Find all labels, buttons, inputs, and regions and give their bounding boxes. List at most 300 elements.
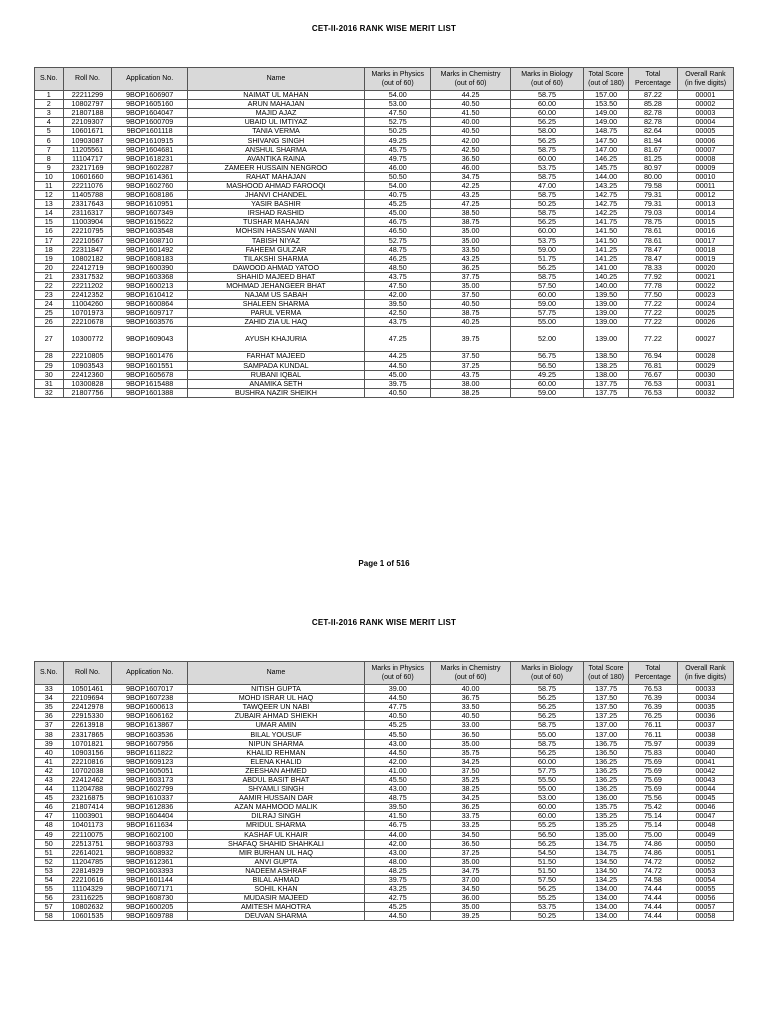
cell-overall-rank: 00038 [677, 730, 733, 739]
cell-overall-rank: 00005 [677, 127, 733, 136]
table-row [35, 191, 734, 200]
cell-name: ZUBAIR AHMAD SHIEKH [187, 712, 364, 721]
cell-application-no: 9BOP1610412 [112, 291, 187, 300]
cell-biology-marks: 56.25 [510, 712, 583, 721]
cell-biology-marks: 55.00 [510, 318, 583, 327]
cell-roll-no: 10501461 [63, 685, 112, 694]
cell-biology-marks: 57.75 [510, 309, 583, 318]
cell-chemistry-marks: 33.00 [431, 721, 510, 730]
table-row [35, 163, 734, 172]
table-row [35, 703, 734, 712]
cell-overall-rank: 00051 [677, 848, 733, 857]
table-row [35, 766, 734, 775]
cell-chemistry-marks: 38.25 [431, 388, 510, 397]
cell-sno: 41 [35, 757, 64, 766]
cell-biology-marks: 55.00 [510, 730, 583, 739]
cell-total-percentage: 81.67 [628, 145, 677, 154]
cell-chemistry-marks: 40.50 [431, 127, 510, 136]
cell-total-score: 139.00 [584, 300, 629, 309]
cell-total-percentage: 77.22 [628, 300, 677, 309]
cell-total-percentage: 75.69 [628, 757, 677, 766]
cell-biology-marks: 60.00 [510, 227, 583, 236]
table-row [35, 803, 734, 812]
cell-total-score: 149.00 [584, 109, 629, 118]
cell-biology-marks: 56.25 [510, 703, 583, 712]
column-header-biology-marks [510, 662, 583, 685]
cell-sno: 46 [35, 803, 64, 812]
cell-physics-marks: 52.75 [365, 236, 431, 245]
cell-total-score: 141.00 [584, 263, 629, 272]
cell-name: MOHD ISRAR UL HAQ [187, 694, 364, 703]
cell-biology-marks: 57.75 [510, 766, 583, 775]
table-row [35, 209, 734, 218]
cell-biology-marks: 59.00 [510, 300, 583, 309]
cell-roll-no: 11104717 [63, 154, 112, 163]
cell-chemistry-marks: 35.00 [431, 236, 510, 245]
cell-total-percentage: 74.72 [628, 857, 677, 866]
cell-biology-marks: 58.75 [510, 172, 583, 181]
cell-total-percentage: 75.69 [628, 766, 677, 775]
cell-total-score: 137.00 [584, 721, 629, 730]
cell-roll-no: 10601671 [63, 127, 112, 136]
table-row [35, 154, 734, 163]
cell-overall-rank: 00019 [677, 254, 733, 263]
cell-biology-marks: 56.25 [510, 218, 583, 227]
cell-application-no: 9BOP1602287 [112, 163, 187, 172]
cell-sno: 38 [35, 730, 64, 739]
cell-name: BUSHRA NAZIR SHEIKH [187, 388, 364, 397]
cell-total-score: 138.50 [584, 352, 629, 361]
cell-application-no: 9BOP1607171 [112, 885, 187, 894]
column-header-text: Overall Rank [685, 70, 726, 78]
cell-roll-no: 22210795 [63, 227, 112, 236]
cell-name: ANSHUL SHARMA [187, 145, 364, 154]
cell-application-no: 9BOP1603393 [112, 866, 187, 875]
cell-physics-marks: 39.50 [365, 300, 431, 309]
cell-chemistry-marks: 36.00 [431, 894, 510, 903]
cell-total-percentage: 75.14 [628, 821, 677, 830]
cell-physics-marks: 45.50 [365, 730, 431, 739]
cell-name: JHANVI CHANDEL [187, 191, 364, 200]
cell-total-score: 137.75 [584, 388, 629, 397]
cell-application-no: 9BOP1603173 [112, 775, 187, 784]
column-header-text: Percentage [635, 674, 671, 681]
cell-physics-marks: 39.50 [365, 803, 431, 812]
table-row [35, 903, 734, 912]
table-row [35, 281, 734, 290]
cell-sno: 28 [35, 352, 64, 361]
cell-overall-rank: 00009 [677, 163, 733, 172]
cell-overall-rank: 00027 [677, 327, 733, 352]
cell-total-score: 153.50 [584, 100, 629, 109]
cell-total-score: 134.00 [584, 903, 629, 912]
cell-application-no: 9BOP1611822 [112, 748, 187, 757]
cell-name: TAWQEER UN NABI [187, 703, 364, 712]
cell-sno: 15 [35, 218, 64, 227]
cell-name: SAMPADA KUNDAL [187, 361, 364, 370]
cell-application-no: 9BOP1609717 [112, 309, 187, 318]
cell-physics-marks: 47.50 [365, 109, 431, 118]
cell-physics-marks: 52.75 [365, 118, 431, 127]
column-header-text: (in five digits) [684, 80, 727, 87]
cell-total-percentage: 76.94 [628, 352, 677, 361]
cell-physics-marks: 42.00 [365, 757, 431, 766]
cell-physics-marks: 50.25 [365, 127, 431, 136]
table-row [35, 730, 734, 739]
cell-biology-marks: 58.75 [510, 721, 583, 730]
cell-total-score: 139.00 [584, 327, 629, 352]
cell-name: ZEESHAN AHMED [187, 766, 364, 775]
cell-physics-marks: 46.75 [365, 821, 431, 830]
table-header-row [35, 68, 734, 91]
cell-application-no: 9BOP1608932 [112, 848, 187, 857]
cell-overall-rank: 00046 [677, 803, 733, 812]
table-row [35, 172, 734, 181]
cell-overall-rank: 00045 [677, 794, 733, 803]
cell-physics-marks: 45.25 [365, 721, 431, 730]
cell-sno: 25 [35, 309, 64, 318]
cell-total-percentage: 79.03 [628, 209, 677, 218]
cell-name: FARHAT MAJEED [187, 352, 364, 361]
cell-overall-rank: 00039 [677, 739, 733, 748]
cell-total-score: 134.75 [584, 848, 629, 857]
cell-roll-no: 22211202 [63, 281, 112, 290]
table-row [35, 327, 734, 352]
cell-roll-no: 10802632 [63, 903, 112, 912]
cell-total-percentage: 74.44 [628, 903, 677, 912]
cell-roll-no: 22211076 [63, 181, 112, 190]
cell-biology-marks: 58.75 [510, 739, 583, 748]
table-row [35, 875, 734, 884]
cell-chemistry-marks: 33.50 [431, 245, 510, 254]
table-row [35, 785, 734, 794]
cell-chemistry-marks: 36.25 [431, 803, 510, 812]
cell-total-percentage: 74.44 [628, 894, 677, 903]
cell-sno: 16 [35, 227, 64, 236]
cell-total-percentage: 74.86 [628, 848, 677, 857]
cell-roll-no: 23317643 [63, 200, 112, 209]
column-header-total-score [584, 68, 629, 91]
cell-sno: 10 [35, 172, 64, 181]
cell-application-no: 9BOP1604681 [112, 145, 187, 154]
cell-sno: 45 [35, 794, 64, 803]
cell-chemistry-marks: 39.25 [431, 912, 510, 921]
cell-sno: 4 [35, 118, 64, 127]
cell-physics-marks: 45.50 [365, 775, 431, 784]
cell-physics-marks: 43.00 [365, 848, 431, 857]
column-header-text: (out of 60) [531, 80, 563, 87]
cell-overall-rank: 00041 [677, 757, 733, 766]
cell-biology-marks: 55.50 [510, 775, 583, 784]
cell-application-no: 9BOP1610915 [112, 136, 187, 145]
column-header-text: Total Score [588, 664, 624, 672]
table-row [35, 100, 734, 109]
cell-overall-rank: 00018 [677, 245, 733, 254]
cell-roll-no: 22210678 [63, 318, 112, 327]
cell-physics-marks: 48.75 [365, 245, 431, 254]
cell-physics-marks: 44.50 [365, 361, 431, 370]
table-row [35, 894, 734, 903]
cell-sno: 49 [35, 830, 64, 839]
cell-sno: 47 [35, 812, 64, 821]
cell-overall-rank: 00032 [677, 388, 733, 397]
cell-chemistry-marks: 37.50 [431, 352, 510, 361]
cell-total-percentage: 76.39 [628, 703, 677, 712]
cell-total-score: 139.00 [584, 309, 629, 318]
cell-total-percentage: 82.64 [628, 127, 677, 136]
cell-application-no: 9BOP1607349 [112, 209, 187, 218]
cell-application-no: 9BOP1614361 [112, 172, 187, 181]
cell-total-score: 139.50 [584, 291, 629, 300]
cell-total-percentage: 79.58 [628, 181, 677, 190]
cell-total-score: 140.00 [584, 281, 629, 290]
table-row [35, 300, 734, 309]
cell-overall-rank: 00033 [677, 685, 733, 694]
cell-overall-rank: 00029 [677, 361, 733, 370]
table-row [35, 91, 734, 100]
cell-total-score: 139.00 [584, 318, 629, 327]
column-header-text: Total Score [588, 70, 624, 78]
cell-chemistry-marks: 40.00 [431, 118, 510, 127]
cell-physics-marks: 39.75 [365, 875, 431, 884]
cell-roll-no: 22412719 [63, 263, 112, 272]
cell-biology-marks: 57.50 [510, 281, 583, 290]
cell-overall-rank: 00057 [677, 903, 733, 912]
column-header-sno [35, 68, 64, 91]
cell-application-no: 9BOP1602799 [112, 785, 187, 794]
column-header-text: Overall Rank [685, 664, 726, 672]
cell-chemistry-marks: 42.25 [431, 181, 510, 190]
cell-physics-marks: 43.75 [365, 318, 431, 327]
table-row [35, 118, 734, 127]
cell-roll-no: 22613918 [63, 721, 112, 730]
cell-overall-rank: 00036 [677, 712, 733, 721]
cell-sno: 29 [35, 361, 64, 370]
cell-physics-marks: 40.50 [365, 388, 431, 397]
cell-application-no: 9BOP1615488 [112, 379, 187, 388]
column-header-overall-rank [677, 68, 733, 91]
column-header-text: (out of 60) [381, 80, 414, 87]
cell-chemistry-marks: 35.00 [431, 281, 510, 290]
cell-sno: 36 [35, 712, 64, 721]
cell-name: BILAL YOUSUF [187, 730, 364, 739]
table-row [35, 318, 734, 327]
cell-overall-rank: 00010 [677, 172, 733, 181]
cell-physics-marks: 45.00 [365, 370, 431, 379]
cell-biology-marks: 56.25 [510, 136, 583, 145]
cell-physics-marks: 48.25 [365, 866, 431, 875]
table-row [35, 309, 734, 318]
column-header-text: (in five digits) [684, 674, 727, 681]
cell-total-percentage: 76.11 [628, 721, 677, 730]
cell-biology-marks: 60.00 [510, 154, 583, 163]
cell-total-score: 136.25 [584, 775, 629, 784]
cell-total-score: 141.50 [584, 236, 629, 245]
cell-total-percentage: 80.97 [628, 163, 677, 172]
cell-total-percentage: 82.78 [628, 109, 677, 118]
cell-sno: 7 [35, 145, 64, 154]
cell-total-score: 144.00 [584, 172, 629, 181]
cell-application-no: 9BOP1602100 [112, 830, 187, 839]
column-header-physics-marks [365, 662, 431, 685]
cell-overall-rank: 00031 [677, 379, 733, 388]
cell-overall-rank: 00034 [677, 694, 733, 703]
column-header-text: (out of 60) [454, 674, 487, 681]
cell-total-score: 137.75 [584, 379, 629, 388]
cell-application-no: 9BOP1612361 [112, 857, 187, 866]
cell-physics-marks: 48.50 [365, 263, 431, 272]
cell-total-percentage: 76.67 [628, 370, 677, 379]
cell-sno: 55 [35, 885, 64, 894]
column-header-text: Application No. [126, 669, 174, 677]
column-header-text: (out of 60) [381, 674, 414, 681]
cell-physics-marks: 41.50 [365, 812, 431, 821]
cell-chemistry-marks: 40.50 [431, 712, 510, 721]
cell-biology-marks: 58.75 [510, 685, 583, 694]
cell-total-score: 141.75 [584, 218, 629, 227]
cell-biology-marks: 53.75 [510, 903, 583, 912]
column-header-text: Name [266, 75, 286, 83]
page-title: CET-II-2016 RANK WISE MERIT LIST [311, 24, 457, 33]
cell-application-no: 9BOP1612836 [112, 803, 187, 812]
cell-overall-rank: 00043 [677, 775, 733, 784]
cell-total-score: 138.00 [584, 370, 629, 379]
cell-roll-no: 21807756 [63, 388, 112, 397]
cell-chemistry-marks: 36.50 [431, 154, 510, 163]
cell-chemistry-marks: 36.50 [431, 839, 510, 848]
cell-total-score: 134.50 [584, 866, 629, 875]
cell-name: KASHAF UL KHAIR [187, 830, 364, 839]
cell-physics-marks: 42.75 [365, 894, 431, 903]
table-row [35, 145, 734, 154]
cell-overall-rank: 00055 [677, 885, 733, 894]
cell-roll-no: 23317865 [63, 730, 112, 739]
cell-biology-marks: 60.00 [510, 379, 583, 388]
cell-biology-marks: 55.25 [510, 894, 583, 903]
cell-total-score: 135.75 [584, 803, 629, 812]
cell-total-score: 137.00 [584, 730, 629, 739]
cell-application-no: 9BOP1607238 [112, 694, 187, 703]
cell-physics-marks: 44.50 [365, 694, 431, 703]
cell-physics-marks: 45.75 [365, 145, 431, 154]
cell-chemistry-marks: 38.75 [431, 218, 510, 227]
cell-total-percentage: 74.72 [628, 866, 677, 875]
column-header-text: Marks in Biology [521, 70, 573, 78]
cell-chemistry-marks: 37.00 [431, 875, 510, 884]
column-header-text: Marks in Physics [371, 70, 424, 78]
column-header-application-no [112, 68, 187, 91]
cell-chemistry-marks: 33.50 [431, 703, 510, 712]
cell-physics-marks: 48.00 [365, 857, 431, 866]
cell-total-score: 137.50 [584, 694, 629, 703]
cell-chemistry-marks: 40.50 [431, 100, 510, 109]
cell-application-no: 9BOP1608186 [112, 191, 187, 200]
column-header-roll-no [63, 662, 112, 685]
cell-total-percentage: 76.81 [628, 361, 677, 370]
cell-overall-rank: 00004 [677, 118, 733, 127]
table-row [35, 685, 734, 694]
cell-roll-no: 22412360 [63, 370, 112, 379]
cell-sno: 1 [35, 91, 64, 100]
column-header-text: Marks in Physics [371, 664, 424, 672]
cell-biology-marks: 50.25 [510, 200, 583, 209]
cell-sno: 22 [35, 281, 64, 290]
cell-physics-marks: 44.25 [365, 352, 431, 361]
cell-application-no: 9BOP1603548 [112, 227, 187, 236]
cell-roll-no: 21807188 [63, 109, 112, 118]
cell-physics-marks: 39.75 [365, 379, 431, 388]
cell-name: AYUSH KHAJURIA [187, 327, 364, 352]
cell-total-percentage: 79.31 [628, 200, 677, 209]
cell-application-no: 9BOP1608183 [112, 254, 187, 263]
cell-roll-no: 11204785 [63, 857, 112, 866]
cell-name: RUBANI IQBAL [187, 370, 364, 379]
cell-chemistry-marks: 34.50 [431, 830, 510, 839]
cell-chemistry-marks: 35.25 [431, 775, 510, 784]
cell-application-no: 9BOP1607956 [112, 739, 187, 748]
column-header-total-percentage [628, 662, 677, 685]
cell-overall-rank: 00048 [677, 821, 733, 830]
cell-physics-marks: 41.00 [365, 766, 431, 775]
cell-biology-marks: 56.25 [510, 118, 583, 127]
cell-total-score: 134.00 [584, 912, 629, 921]
cell-application-no: 9BOP1610951 [112, 200, 187, 209]
cell-application-no: 9BOP1609123 [112, 757, 187, 766]
cell-roll-no: 22110075 [63, 830, 112, 839]
cell-total-percentage: 74.86 [628, 839, 677, 848]
cell-physics-marks: 45.25 [365, 903, 431, 912]
cell-physics-marks: 44.50 [365, 748, 431, 757]
cell-sno: 43 [35, 775, 64, 784]
table-row [35, 218, 734, 227]
cell-sno: 57 [35, 903, 64, 912]
cell-physics-marks: 54.00 [365, 181, 431, 190]
cell-overall-rank: 00056 [677, 894, 733, 903]
cell-name: RAHAT MAHAJAN [187, 172, 364, 181]
cell-overall-rank: 00049 [677, 830, 733, 839]
cell-name: TANIA VERMA [187, 127, 364, 136]
cell-application-no: 9BOP1606907 [112, 91, 187, 100]
cell-overall-rank: 00050 [677, 839, 733, 848]
cell-roll-no: 10601535 [63, 912, 112, 921]
cell-application-no: 9BOP1604047 [112, 109, 187, 118]
cell-roll-no: 10903156 [63, 748, 112, 757]
cell-roll-no: 10701821 [63, 739, 112, 748]
cell-total-score: 141.25 [584, 245, 629, 254]
column-header-text: Marks in Chemistry [440, 70, 501, 78]
cell-name: MIR BURHAN UL HAQ [187, 848, 364, 857]
cell-total-percentage: 76.53 [628, 379, 677, 388]
cell-total-percentage: 75.69 [628, 785, 677, 794]
cell-chemistry-marks: 34.50 [431, 885, 510, 894]
table-row [35, 245, 734, 254]
cell-total-score: 135.25 [584, 821, 629, 830]
cell-name: SHIVANG SINGH [187, 136, 364, 145]
cell-chemistry-marks: 40.25 [431, 318, 510, 327]
cell-overall-rank: 00023 [677, 291, 733, 300]
cell-name: TILAKSHI SHARMA [187, 254, 364, 263]
cell-roll-no: 22210616 [63, 875, 112, 884]
table-row [35, 227, 734, 236]
cell-chemistry-marks: 37.50 [431, 291, 510, 300]
cell-name: PARUL VERMA [187, 309, 364, 318]
column-header-text: S.No. [40, 75, 58, 83]
cell-physics-marks: 39.00 [365, 685, 431, 694]
cell-biology-marks: 51.50 [510, 857, 583, 866]
cell-application-no: 9BOP1608710 [112, 236, 187, 245]
cell-overall-rank: 00016 [677, 227, 733, 236]
cell-application-no: 9BOP1600613 [112, 703, 187, 712]
